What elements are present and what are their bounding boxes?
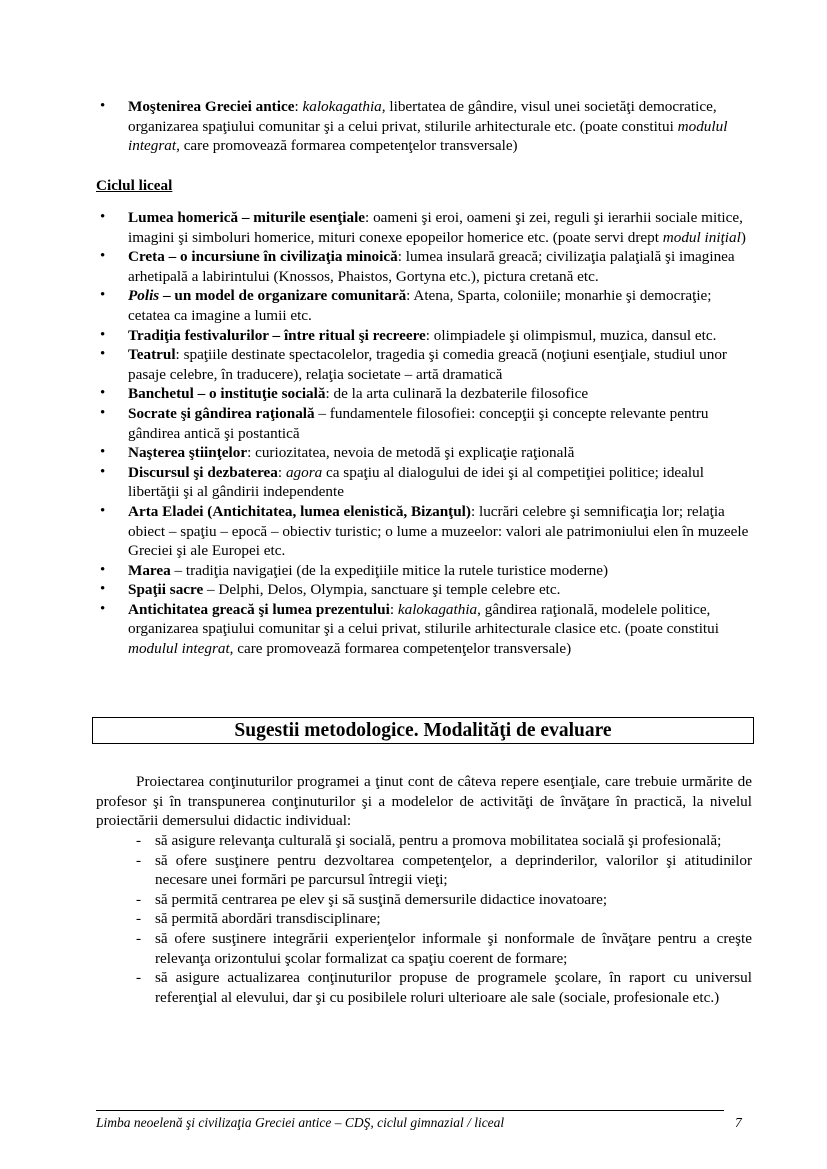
list-item: [96, 600, 756, 659]
text-run: kalokagathia: [397, 600, 478, 618]
text-run: – tradiţia navigaţiei (de la expediţiile mitice la rutele turistice moderne): [170, 561, 609, 579]
text-run: – Delphi, Delos, Olympia, sanctuare şi temple celebre etc.: [203, 581, 561, 599]
text-run: , libertatea de gândire, visul unei societăţi democratice, organizarea spaţiului comunitar şi a celui privat, stilurile arhitecturale etc. (poate constitui: [128, 98, 717, 135]
text-run: modul iniţial: [662, 228, 741, 246]
text-run: Lumea homerică – miturile esenţiale: [128, 209, 366, 226]
text-run: Spaţii sacre: [128, 581, 204, 599]
text-run: Arta Eladei (Antichitatea, lumea elenistică, Bizanţul): [128, 502, 471, 520]
text-run: :: [277, 463, 286, 481]
dash-list-item: - să permită abordări transdisciplinare;: [132, 909, 752, 929]
footer-divider: [96, 1110, 724, 1111]
dash-list-item: - să asigure relevanţa culturală şi socială, pentru a promova mobilitatea socială şi profesională;: [132, 831, 752, 851]
text-run: Creta – o incursiune în civilizaţia minoică: [128, 248, 398, 266]
list-item: [96, 443, 756, 463]
text-run: – fundamentele filosofiei: concepţii şi concepte relevante pentru gândirea antică şi postantică: [128, 404, 709, 442]
top-bullet-list: [96, 97, 756, 156]
boxed-section-heading: Sugestii metodologice. Modalităţi de evaluare: [92, 717, 754, 744]
list-item: [96, 580, 756, 600]
text-run: , care promovează formarea competenţelor transversale): [229, 640, 572, 658]
text-run: Naşterea ştiinţelor: [128, 444, 248, 462]
section-heading-ciclul-liceal: Ciclul liceal: [96, 177, 173, 194]
text-run: Teatrul: [128, 346, 176, 364]
text-run: agora: [285, 463, 323, 481]
text-run: kalokagathia: [302, 98, 382, 115]
text-run: , gândirea raţională, modelele politice, organizarea spaţiului comunitar şi a celui privat, stilurile arhitecturale clasice etc. (poate constitui: [128, 600, 719, 638]
list-item: [96, 463, 756, 502]
intro-paragraph: Proiectarea conţinuturilor programei a ţinut cont de câteva repere esenţiale, care trebuie urmărite de profesor şi în transpunerea conţinuturilor şi a modelelor de activităţi de învăţare în practică, la nivelul proiectării demersului didactic individual:: [96, 773, 752, 830]
dash-list-item: - să ofere susţinere pentru dezvoltarea competenţelor, a deprinderilor, valorilor şi atitudinilor necesare unei formări pe parcursul întregii vieţi;: [132, 851, 752, 890]
text-run: – un model de organizare comunitară: [159, 287, 407, 305]
list-item: [96, 384, 756, 404]
text-run: Socrate şi gândirea raţională: [128, 404, 315, 422]
text-run: Banchetul – o instituţie socială: [128, 385, 326, 403]
text-run: , care promovează formarea competenţelor transversale): [176, 137, 518, 155]
text-run: Antichitatea greacă şi lumea prezentului: [128, 600, 390, 618]
list-item: [96, 404, 756, 443]
text-run: :: [294, 98, 303, 115]
page-number: 7: [735, 1115, 742, 1130]
text-run: : lucrări celebre şi semnificaţia lor; relaţia obiect – spaţiu – epocă – obiectiv turistic; o lume a muzeelor: valori ale patrimoniului elen în muzeele Greciei şi ale Europei etc.: [128, 502, 749, 560]
text-run: : lumea insulară greacă; civilizaţia palaţială şi imaginea arhetipală a labirintului (Knossos, Phaistos, Gortyna etc.), pictura cretană etc.: [128, 248, 735, 285]
text-run: :: [389, 600, 398, 618]
dash-list: [132, 831, 752, 1007]
text-run: Tradiţia festivalurilor – între ritual şi recreere: [128, 326, 426, 344]
text-run: : curiozitatea, nevoia de metodă şi explicaţie raţională: [247, 444, 575, 462]
text-run: : Atena, Sparta, coloniile; monarhie şi democraţie; cetatea ca imagine a lumii etc.: [128, 287, 712, 324]
text-run: Moştenirea Greciei antice: [128, 98, 295, 115]
list-item: [96, 345, 756, 384]
dash-list-item: - să ofere susţinere integrării experienţelor informale şi nonformale de învăţare pentru a creşte relevanţa orizontului şcolar formalizat ca spaţiu coerent de formare;: [132, 929, 752, 968]
text-run: ca spaţiu al dialogului de idei şi al competiţiei politice; idealul libertăţii şi al gândirii independente: [128, 463, 704, 501]
text-run: : oameni şi eroi, oameni şi zei, reguli şi ierarhii sociale mitice, imagini şi simboluri homerice, mituri conexe epopeilor homerice etc. (poate servi drept: [128, 209, 743, 246]
text-run: : de la arta culinară la dezbaterile filosofice: [325, 385, 589, 403]
text-run: : spaţiile destinate spectacolelor, tragedia şi comedia greacă (noţiuni esenţiale, studiul unor pasaje celebre, în traducere), relaţia societate – artă dramatică: [128, 346, 727, 383]
footer-text: Limba neoelenă şi civilizaţia Greciei antice – CDŞ, ciclul gimnazial / liceal: [96, 1115, 505, 1130]
list-item: [96, 561, 756, 581]
liceal-bullet-list: [96, 208, 756, 659]
dash-list-item: - să permită centrarea pe elev şi să susţină demersurile didactice inovatoare;: [132, 890, 752, 910]
dash-list-item: - să asigure actualizarea conţinuturilor propuse de programele şcolare, în raport cu universul referenţial al elevului, dar şi cu posibilele roluri ulterioare ale sale (sociale, profesionale etc.): [132, 968, 752, 1007]
text-run: Polis: [128, 287, 160, 305]
text-run: modulul integrat: [128, 117, 728, 155]
list-item: [96, 97, 756, 156]
text-run: Marea: [128, 561, 171, 579]
text-run: Discursul şi dezbaterea: [128, 463, 278, 481]
list-item: [96, 247, 756, 286]
list-item: [96, 286, 756, 325]
list-item: [96, 326, 756, 346]
text-run: modulul integrat: [128, 640, 230, 658]
text-run: ): [740, 228, 746, 246]
list-item: [96, 208, 756, 247]
text-run: : olimpiadele şi olimpismul, muzica, dansul etc.: [425, 326, 717, 344]
list-item: [96, 502, 756, 561]
